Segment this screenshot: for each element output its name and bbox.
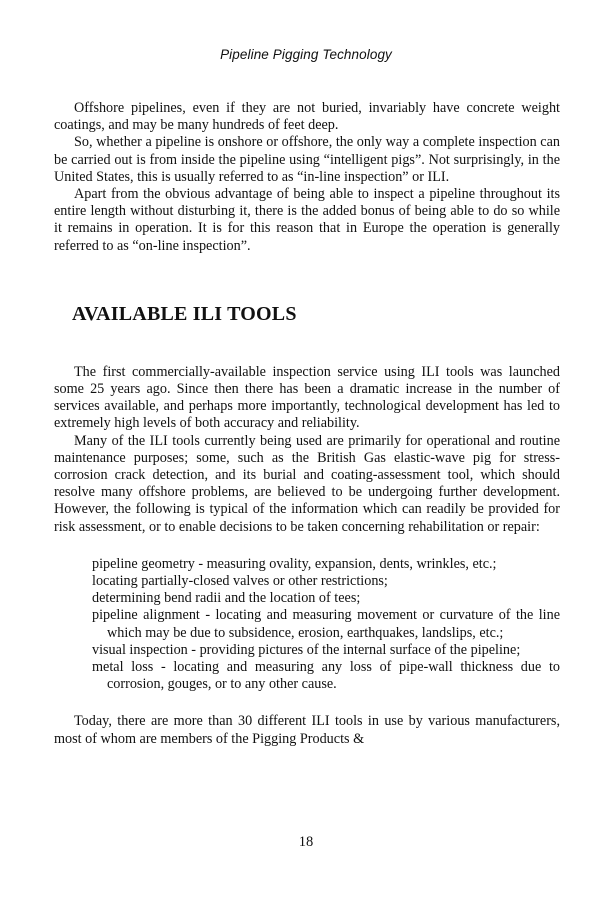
section-heading: AVAILABLE ILI TOOLS: [72, 302, 297, 325]
paragraph: Many of the ILI tools currently being used are primarily for operational and routine maintenance purposes; some, such as the British Gas elastic-wave pig for stress-corrosion crack detection, and its burial and coating-assessment tool, which should resolve many offshore problems, are believed to be undergoing further development. However, the following is typical of the information which can readily be provided for risk assessment, or to enable decisions to be taken concerning rehabilitation or repair:: [54, 432, 560, 535]
list-item: locating partially-closed valves or other restrictions;: [92, 573, 388, 590]
page-number: 18: [298, 834, 314, 850]
list-item: pipeline alignment - locating and measuring movement or curvature of the line which may be due to subsidence, erosion, earthquakes, landslips, etc.;: [92, 607, 560, 641]
paragraph: Offshore pipelines, even if they are not buried, invariably have concrete weight coatings, and may be many hundreds of feet deep.: [54, 100, 560, 134]
list-item: visual inspection - providing pictures of the internal surface of the pipeline;: [92, 641, 521, 658]
list-item: determining bend radii and the location of tees;: [92, 590, 361, 607]
paragraph: So, whether a pipeline is onshore or offshore, the only way a complete inspection can be carried out is from inside the pipeline using “intelligent pigs”. Not surprisingly, in the United States, this is usually referred to as “in-line inspection” or ILI.: [54, 134, 560, 185]
paragraph: Today, there are more than 30 different ILI tools in use by various manufacturers, most of whom are members of the Pigging Products &: [54, 713, 560, 747]
running-title: Pipeline Pigging Technology: [220, 47, 392, 62]
capability-list: [92, 556, 560, 694]
page-body: [54, 100, 560, 748]
list-item: metal loss - locating and measuring any loss of pipe-wall thickness due to corrosion, gouges, or to any other cause.: [92, 659, 560, 693]
paragraph: Apart from the obvious advantage of being able to inspect a pipeline throughout its entire length without disturbing it, there is the added bonus of being able to do so while it remains in operation. It is for this reason that in Europe the operation is generally referred to as “on-line inspection”.: [54, 186, 560, 254]
list-item: pipeline geometry - measuring ovality, expansion, dents, wrinkles, etc.;: [92, 555, 497, 572]
paragraph: The first commercially-available inspection service using ILI tools was launched some 25 years ago. Since then there has been a dramatic increase in the number of services available, and perhaps more importantly, technological development has led to extremely high levels of both accuracy and reliability.: [54, 363, 560, 432]
